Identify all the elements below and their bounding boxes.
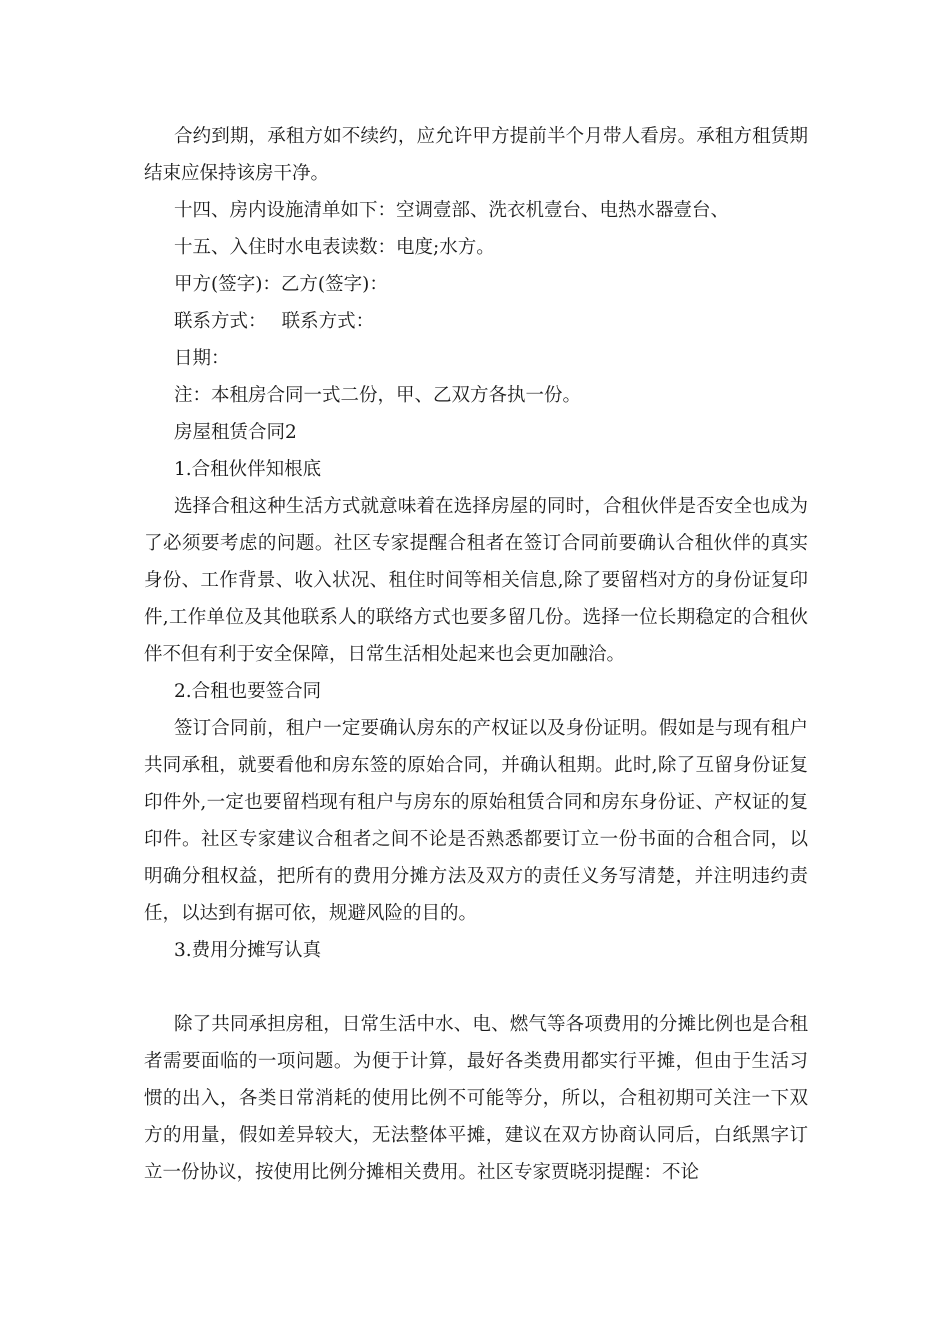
- document-body: [144, 118, 808, 1191]
- paragraph-meter-readings: 十五、入住时水电表读数：电度;水方。: [174, 237, 495, 258]
- paragraph-cost-sharing: 除了共同承担房租，日常生活中水、电、燃气等各项费用的分摊比例也是合租者需要面临的一项问题。为便于计算，最好各类费用都实行平摊，但由于生活习惯的出入，各类日常消耗的使用比例不可能等分，所以，合租初期可关注一下双方的用量，假如差异较大，无法整体平摊，建议在双方协商认同后，白纸黑字订立一份协议，按使用比例分摊相关费用。社区专家贾晓羽提醒：不论: [144, 1014, 808, 1183]
- paragraph-contact: 联系方式： 联系方式：: [174, 311, 375, 332]
- heading-cost-sharing: 3.费用分摊写认真: [174, 940, 322, 961]
- paragraph-date: 日期：: [174, 348, 230, 369]
- paragraph-know-partner: 选择合租这种生活方式就意味着在选择房屋的同时，合租伙伴是否安全也成为了必须要考虑的问题。社区专家提醒合租者在签订合同前要确认合租伙伴的真实身份、工作背景、收入状况、租住时间等相关信息,除了要留档对方的身份证复印件,工作单位及其他联系人的联络方式也要多留几份。选择一位长期稳定的合租伙伴不但有利于安全保障，日常生活相处起来也会更加融洽。: [144, 496, 808, 665]
- section-title-contract-2: 房屋租赁合同2: [174, 422, 297, 443]
- paragraph-facilities-list: 十四、房内设施清单如下：空调壹部、洗衣机壹台、电热水器壹台、: [174, 200, 730, 221]
- heading-sign-contract: 2.合租也要签合同: [174, 681, 322, 702]
- paragraph-signatures: 甲方(签字)：乙方(签字)：: [174, 274, 388, 295]
- heading-know-partner: 1.合租伙伴知根底: [174, 459, 322, 480]
- paragraph-lease-expiry: 合约到期，承租方如不续约，应允许甲方提前半个月带人看房。承租方租赁期结束应保持该房干净。: [144, 126, 808, 184]
- paragraph-sign-contract: 签订合同前，租户一定要确认房东的产权证以及身份证明。假如是与现有租户共同承租，就要看他和房东签的原始合同，并确认租期。此时,除了互留身份证复印件外,一定也要留档现有租户与房东的原始租赁合同和房东身份证、产权证的复印件。社区专家建议合租者之间不论是否熟悉都要订立一份书面的合租合同，以明确分租权益，把所有的费用分摊方法及双方的责任义务写清楚，并注明违约责任，以达到有据可依，规避风险的目的。: [144, 718, 808, 924]
- paragraph-note: 注：本租房合同一式二份，甲、乙双方各执一份。: [174, 385, 582, 406]
- paragraph-gap: [144, 969, 808, 1006]
